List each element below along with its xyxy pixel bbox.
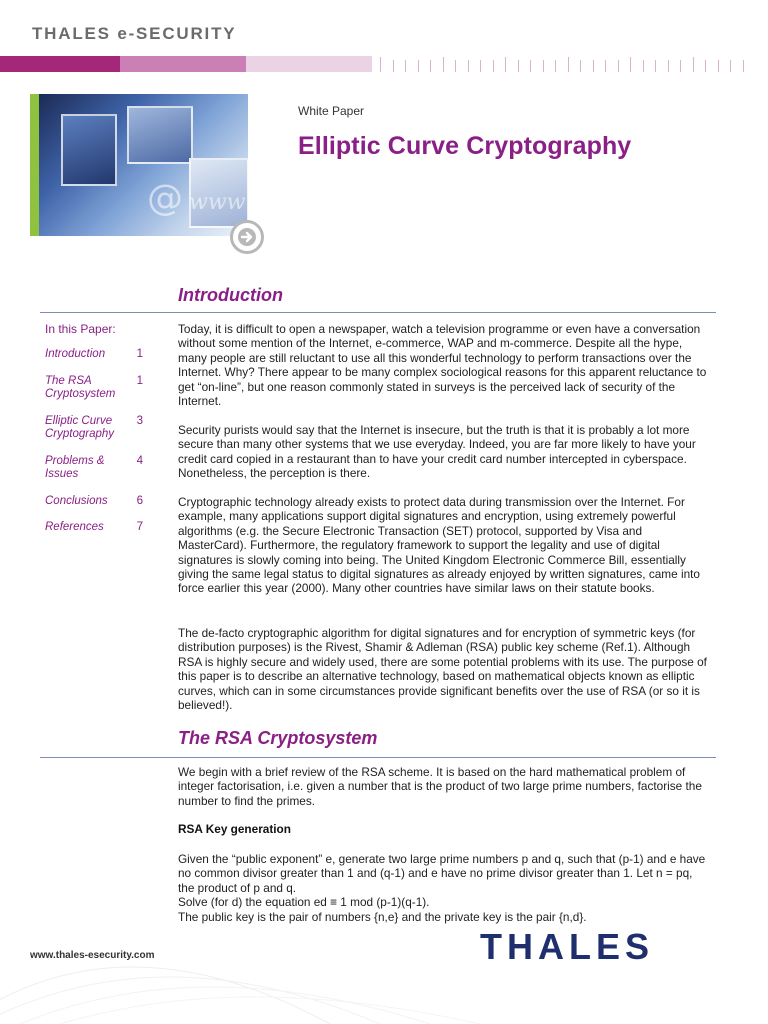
- header-tick: [668, 60, 669, 72]
- header-tick: [418, 60, 419, 72]
- header-tick: [655, 60, 656, 72]
- brand-title: THALES e-SECURITY: [32, 24, 237, 43]
- header-tick: [630, 57, 631, 72]
- header-tick: [593, 60, 594, 72]
- header-tick-marks: [380, 57, 755, 72]
- toc-item-page: 4: [136, 454, 143, 467]
- toc-item-page: 7: [136, 521, 143, 533]
- paragraph: Given the “public exponent” e, generate two large prime numbers p and q, such that (p-1) and e have no common divisor greater than 1 and (q-1) and e have no prime divisor greater than 1. Let n = pq, the product of p and q.: [178, 852, 706, 895]
- header-tick: [518, 60, 519, 72]
- header-bar-light: [246, 56, 372, 72]
- rsa-paragraph-1: [178, 765, 708, 808]
- toc-item-ecc[interactable]: [45, 415, 155, 442]
- section-heading-introduction: Introduction: [178, 285, 283, 305]
- toc-item-page: 1: [136, 348, 143, 360]
- www-text: www: [189, 190, 246, 215]
- hero-panel: [127, 106, 193, 164]
- header-tick: [618, 60, 619, 72]
- toc-item-label: Introduction: [45, 348, 106, 360]
- toc-item-label: References: [45, 521, 104, 533]
- header-tick: [443, 57, 444, 72]
- intro-paragraph-4: [178, 626, 708, 712]
- header-tick: [705, 60, 706, 72]
- intro-paragraph-3: [178, 495, 708, 596]
- header-bar-mid: [120, 56, 246, 72]
- toc-item-references[interactable]: [45, 521, 155, 535]
- table-of-contents: [45, 322, 155, 548]
- header-tick: [380, 57, 381, 72]
- header-tick: [480, 60, 481, 72]
- toc-item-problems[interactable]: [45, 455, 155, 482]
- hero-green-strip: [30, 94, 39, 236]
- paragraph: We begin with a brief review of the RSA scheme. It is based on the hard mathematical problem of integer factorisation, i.e. given a number that is the product of two large prime numbers, factorise the number to find the primes.: [178, 765, 702, 808]
- section-divider: [40, 757, 716, 758]
- paragraph: Today, it is difficult to open a newspaper, watch a television programme or even have a conversation without some mention of the Internet, e-commerce, WAP and m-commerce. Despite all the hype, many people are still reluctant to use all this wonderful technology to perform transactions over the Internet. Why? There appear to be many complex sociological reasons for this apparent reluctance to get “on-line”, but one reason commonly stated in surveys is the perceived lack of security of the Internet.: [178, 322, 707, 409]
- header-tick: [393, 60, 394, 72]
- toc-item-conclusions[interactable]: [45, 495, 155, 509]
- header-tick: [530, 60, 531, 72]
- header-tick: [718, 60, 719, 72]
- footer-website-link[interactable]: www.thales-esecurity.com: [30, 950, 155, 961]
- section-divider: [40, 312, 716, 313]
- header-tick: [605, 60, 606, 72]
- header-tick: [455, 60, 456, 72]
- toc-item-introduction[interactable]: [45, 348, 155, 362]
- header-tick: [493, 60, 494, 72]
- header-bar-dark: [0, 56, 120, 72]
- header-tick: [430, 60, 431, 72]
- header-tick: [643, 60, 644, 72]
- toc-item-label: The RSA Cryptosystem: [45, 374, 116, 400]
- header-tick: [580, 60, 581, 72]
- header-tick: [730, 60, 731, 72]
- arrow-right-icon: [237, 227, 257, 247]
- header-tick: [405, 60, 406, 72]
- toc-item-page: 3: [136, 414, 143, 427]
- thales-logo: THALES: [480, 926, 654, 967]
- header-tick: [543, 60, 544, 72]
- toc-item-label: Problems & Issues: [45, 454, 105, 480]
- hero-image: [30, 94, 248, 236]
- hero-collage: [39, 94, 248, 236]
- header-tick: [568, 57, 569, 72]
- paragraph: The public key is the pair of numbers {n,e} and the private key is the pair {n,d}.: [178, 909, 587, 924]
- header-tick: [693, 57, 694, 72]
- section-heading-rsa: The RSA Cryptosystem: [178, 728, 378, 748]
- intro-paragraph-2: [178, 423, 708, 481]
- rsa-keygen-heading: RSA Key generation: [178, 822, 291, 836]
- at-sign-icon: @: [147, 178, 183, 219]
- toc-item-rsa[interactable]: [45, 375, 155, 402]
- equation-line: Solve (for d) the equation ed ≡ 1 mod (p-1)(q-1).: [178, 895, 430, 910]
- header-tick: [468, 60, 469, 72]
- toc-item-page: 1: [136, 374, 143, 387]
- next-arrow-button[interactable]: [230, 220, 264, 254]
- hero-panel: [61, 114, 117, 186]
- header-tick: [555, 60, 556, 72]
- paragraph: Cryptographic technology already exists to protect data during transmission over the Internet. For example, many applications support digital signatures and encryption, using extremely powerful algorithms (e.g. the Secure Electronic Transaction (SET) protocol, supported by Visa and MasterCard). Furthermore, the regulatory framework to support the legality and use of digital signatures is slowly coming into being. The United Kingdom Electronic Commerce Bill, essentially giving the same legal status to digital signatures as already enjoyed by written signatures, came into force earlier this year (2000). Many other countries have similar laws on their statute books.: [178, 495, 700, 596]
- toc-title: In this Paper:: [45, 322, 116, 336]
- toc-item-label: Elliptic Curve Cryptography: [45, 414, 115, 440]
- header-tick: [680, 60, 681, 72]
- paragraph: Security purists would say that the Internet is insecure, but the truth is that it is probably a lot more secure than many other systems that we use everyday. Indeed, you are far more likely to have your credit card copied in a restaurant than to have your credit card number intercepted in cyberspace. Nonetheless, the perception is there.: [178, 423, 696, 481]
- intro-paragraph-1: [178, 322, 708, 408]
- paragraph: The de-facto cryptographic algorithm for digital signatures and for encryption of symmetric keys (for distribution purposes) is the Rivest, Shamir & Adleman (RSA) public key scheme (Ref.1). Although RSA is highly secure and widely used, there are some potential problems with its use. The purpose of this paper is to describe an alternative technology, based on mathematical objects known as elliptic curves, which can in some circumstances provide significant benefits over the use of RSA (or so it is believed!).: [178, 626, 707, 713]
- document-type: White Paper: [298, 104, 365, 118]
- toc-item-label: Conclusions: [45, 494, 108, 507]
- toc-item-page: 6: [136, 494, 143, 507]
- document-title: Elliptic Curve Cryptography: [298, 132, 632, 160]
- header-tick: [743, 60, 744, 72]
- header-tick: [505, 57, 506, 72]
